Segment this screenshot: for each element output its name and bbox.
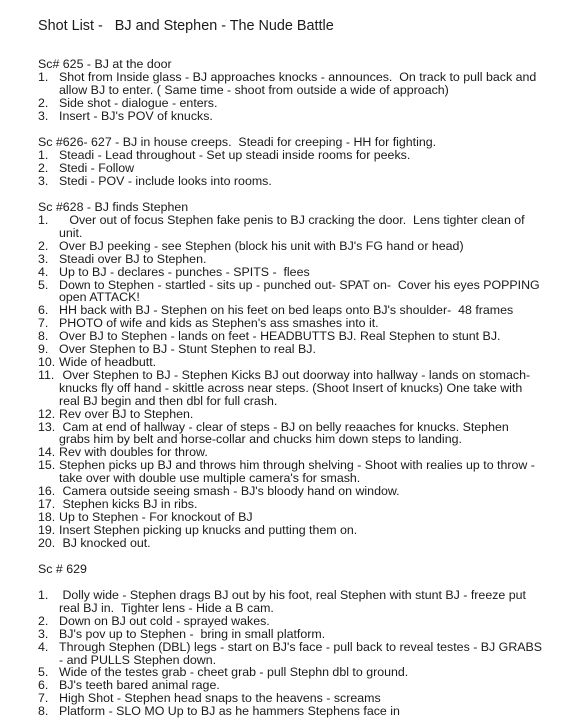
shot-item: 20. BJ knocked out. (38, 535, 151, 550)
shot-item: 7. PHOTO of wife and kids as Stephen's ass smashes into it. (38, 316, 379, 331)
shot-item: 8. Over BJ to Stephen - lands on feet - HEADBUTTS BJ. Real Stephen to stunt BJ. (38, 329, 501, 344)
shot-item: 18. Up to Stephen - For knockout of BJ (38, 509, 253, 524)
scene-section-628 (38, 201, 543, 550)
scene-heading: Sc #628 - BJ finds Stephen (38, 200, 189, 214)
shot-item: 12. Rev over BJ to Stephen. (38, 406, 194, 421)
scene-heading: Sc# 625 - BJ at the door (38, 57, 172, 71)
shot-item: 5. Wide of the testes grab - cheet grab - pull Stephn dbl to ground. (38, 665, 409, 680)
scene-heading: Sc #626- 627 - BJ in house creeps. Steadi for creeping - HH for fighting. (38, 135, 437, 149)
shot-item: 2. Side shot - dialogue - enters. (38, 95, 218, 110)
shot-item: 17. Stephen kicks BJ in ribs. (38, 496, 198, 511)
shot-item: 14. Rev with doubles for throw. (38, 445, 208, 460)
scene-section-626-627 (38, 136, 543, 188)
shot-item: 5. Down to Stephen - startled - sits up - punched out- SPAT on- Cover his eyes POPPING open ATTACK! (38, 277, 544, 305)
shot-list (38, 71, 543, 123)
shot-item: 1. Dolly wide - Stephen drags BJ out by his foot, real Stephen with stunt BJ - freeze put real BJ in. Tighter lens - Hide a B cam. (38, 588, 530, 615)
shot-list (38, 214, 543, 550)
shot-item: 2. Stedi - Follow (38, 160, 135, 175)
scene-section-629 (38, 562, 546, 718)
shot-item: 7. High Shot - Stephen head snaps to the heavens - screams (38, 691, 381, 706)
shot-item: 1. Steadi - Lead throughout - Set up steadi inside rooms for peeks. (38, 148, 411, 162)
shot-item: 6. HH back with BJ - Stephen on his feet on bed leaps onto BJ's shoulder- 48 frames (38, 303, 514, 318)
shot-item: 1. Shot from Inside glass - BJ approaches knocks - announces. On track to pull back and allow BJ to enter. ( Same time - shoot from outside a wide of approach) (38, 70, 540, 97)
scene-heading: Sc # 629 (38, 562, 87, 576)
shot-item: 3. BJ's pov up to Stephen - bring in small platform. (38, 626, 326, 641)
shot-item: 19. Insert Stephen picking up knucks and putting them on. (38, 522, 358, 537)
shot-list (38, 149, 543, 188)
shot-item: 9. Over Stephen to BJ - Stunt Stephen to real BJ. (38, 342, 316, 357)
shot-item: 10. Wide of headbutt. (38, 354, 157, 369)
shot-item: 1. Over out of focus Stephen fake penis to BJ cracking the door. Lens tighter clean of unit. (38, 213, 529, 240)
shot-item: 2. Down on BJ out cold - sprayed wakes. (38, 613, 270, 628)
shot-item: 6. BJ's teeth bared animal rage. (38, 678, 220, 693)
shot-list (38, 588, 546, 718)
shot-item: 4. Through Stephen (DBL) legs - start on BJ's face - pull back to reveal testes - BJ GRABS - and PULLS Stephen down. (38, 639, 546, 667)
shot-item: 16. Camera outside seeing smash - BJ's bloody hand on window. (38, 484, 400, 499)
shot-item: 13. Cam at end of hallway - clear of steps - BJ on belly reaaches for knucks. Stephen grabs him by belt and horse-collar and chucks him down steps to landing. (38, 419, 513, 447)
shot-item: 3. Insert - BJ's POV of knucks. (38, 108, 213, 123)
shot-item: 15. Stephen picks up BJ and throws him through shelving - Shoot with realies up to throw - take over with double use multiple camera's for smash. (38, 458, 539, 486)
shot-item: 11. Over Stephen to BJ - Stephen Kicks BJ out doorway into hallway - lands on stomach- knucks fly off hand - skittle across near steps. (Shoot Insert of knucks) One take with real BJ begin and then dbl for full crash. (38, 367, 534, 408)
shot-item: 2. Over BJ peeking - see Stephen (block his unit with BJ's FG hand or head) (38, 238, 464, 253)
shot-item: 3. Steadi over BJ to Stephen. (38, 251, 207, 266)
shot-item: 8. Platform - SLO MO Up to BJ as he hammers Stephens face in (38, 704, 400, 718)
scene-section-625 (38, 58, 543, 123)
document-title: Shot List - BJ and Stephen - The Nude Battle (38, 18, 334, 34)
shot-item: 4. Up to BJ - declares - punches - SPITS - flees (38, 264, 310, 279)
shot-item: 3. Stedi - POV - include looks into rooms. (38, 173, 272, 188)
